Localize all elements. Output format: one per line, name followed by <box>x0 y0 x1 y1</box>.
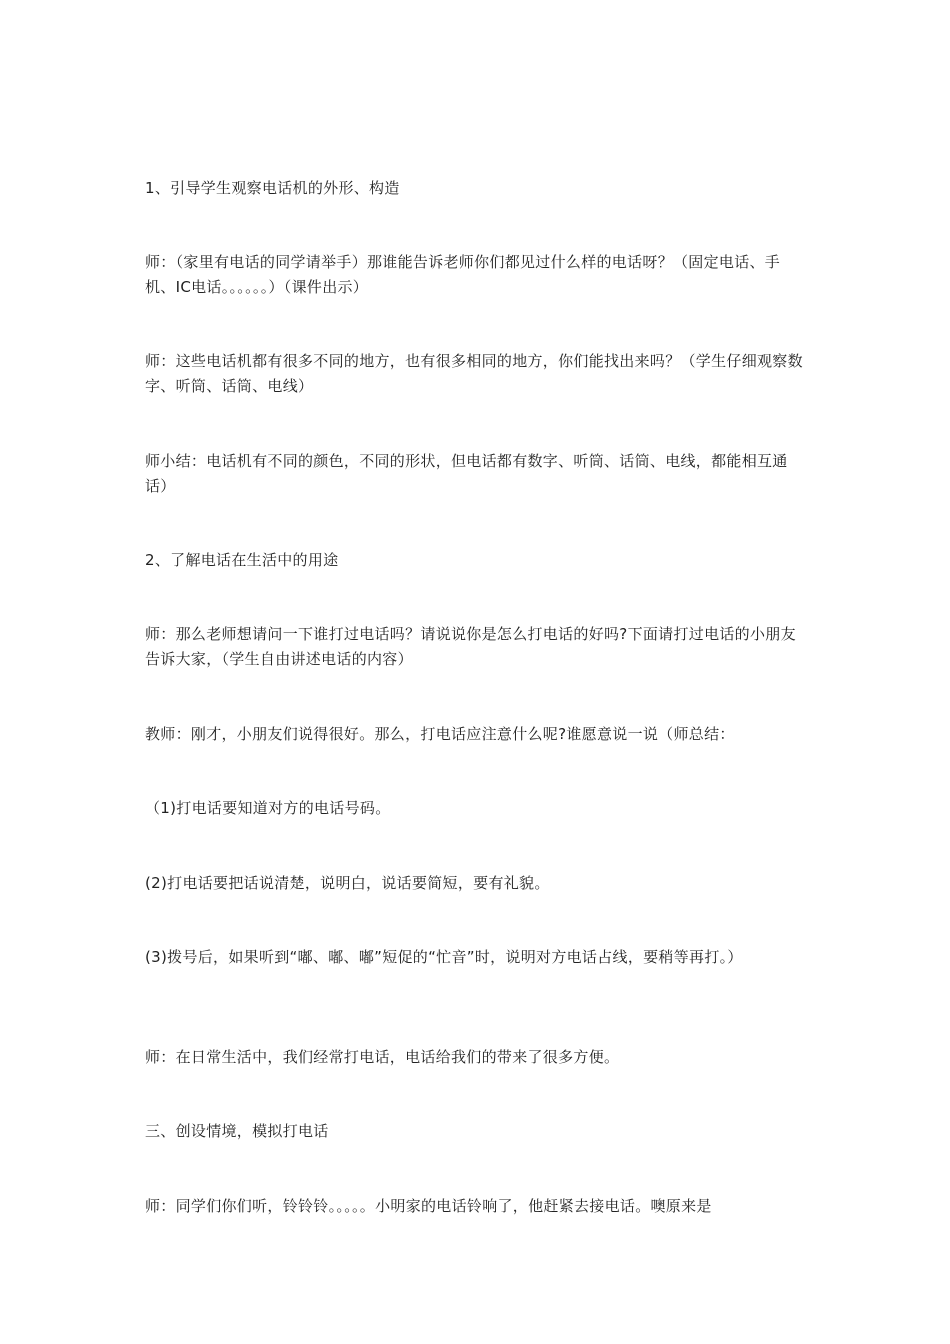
list-item-rule-3: (3)拨号后，如果听到“嘟、嘟、嘟”短促的“忙音”时，说明对方电话占线，要稍等再打。） <box>145 948 743 966</box>
paragraph-phone-types: 师：（家里有电话的同学请举手）那谁能告诉老师你们都见过什么样的电话呀？（固定电话、手机、IC电话。。。。。。）（课件出示） <box>145 253 781 296</box>
paragraph-differences: 师：这些电话机都有很多不同的地方，也有很多相同的地方，你们能找出来吗？（学生仔细观察数字、听筒、话筒、电线） <box>145 352 803 395</box>
paragraph-daily-life: 师：在日常生活中，我们经常打电话，电话给我们的带来了很多方便。 <box>145 1048 620 1066</box>
section-heading-simulate-call: 三、创设情境，模拟打电话 <box>145 1122 329 1140</box>
paragraph-who-called: 师：那么老师想请问一下谁打过电话吗？请说说你是怎么打电话的好吗?下面请打过电话的小朋友告诉大家，（学生自由讲述电话的内容） <box>145 625 796 668</box>
paragraph-teacher-summary: 师小结：电话机有不同的颜色，不同的形状，但电话都有数字、听筒、话筒、电线，都能相互通话） <box>145 452 788 495</box>
paragraph-teacher-notes-intro: 教师：刚才，小朋友们说得很好。那么，打电话应注意什么呢?谁愿意说一说（师总结： <box>145 725 735 743</box>
section-heading-observe-phone: 1、引导学生观察电话机的外形、构造 <box>145 179 400 197</box>
list-item-rule-1: （1)打电话要知道对方的电话号码。 <box>145 799 391 817</box>
list-item-rule-2: (2)打电话要把话说清楚，说明白，说话要简短，要有礼貌。 <box>145 874 550 892</box>
section-heading-phone-uses: 2、了解电话在生活中的用途 <box>145 551 339 569</box>
paragraph-phone-ringing: 师：同学们你们听，铃铃铃。。。。。小明家的电话铃响了，他赶紧去接电话。噢原来是 <box>145 1197 712 1215</box>
